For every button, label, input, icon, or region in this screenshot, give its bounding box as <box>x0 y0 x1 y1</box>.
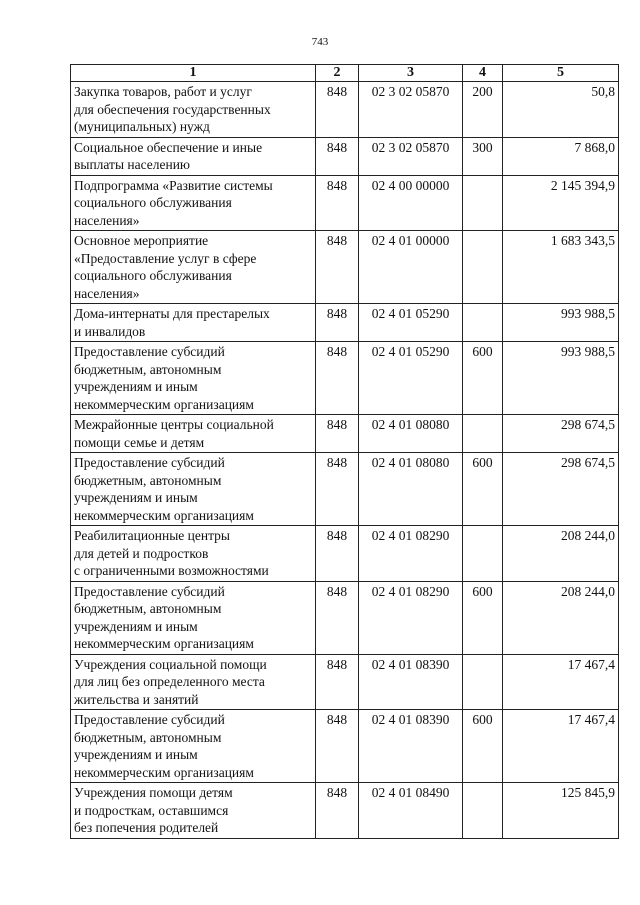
row-vr-cell <box>463 231 503 304</box>
row-amount-cell: 298 674,5 <box>503 415 619 453</box>
row-name-line: населения» <box>74 212 140 228</box>
row-name-cell <box>71 304 316 342</box>
row-name-line: Основное мероприятие <box>74 233 209 248</box>
row-name-line: социального обслуживания <box>74 268 232 283</box>
row-code-cell: 848 <box>316 304 359 342</box>
row-vr-cell: 300 <box>463 137 503 175</box>
row-name-line: Социальное обеспечение и иные <box>74 139 263 155</box>
row-name-line: бюджетным, автономным <box>74 472 222 488</box>
row-csr-cell: 02 3 02 05870 <box>359 137 463 175</box>
row-amount-cell: 1 683 343,5 <box>503 231 619 304</box>
table-row <box>71 304 619 342</box>
table-row <box>71 654 619 710</box>
row-csr-cell: 02 4 01 05290 <box>359 304 463 342</box>
row-code-cell: 848 <box>316 654 359 710</box>
row-name-line: бюджетным, автономным <box>74 601 222 616</box>
row-name-line: некоммерческим организациям <box>74 636 254 651</box>
row-code-cell: 848 <box>316 415 359 453</box>
row-code-cell: 848 <box>316 526 359 582</box>
table-row <box>71 710 619 783</box>
row-code-cell: 848 <box>316 231 359 304</box>
table-row <box>71 415 619 453</box>
row-name-cell <box>71 581 316 654</box>
row-name-line: некоммерческим организациям <box>74 764 254 780</box>
row-name-cell <box>71 654 316 710</box>
page-number: 743 <box>311 36 329 48</box>
row-amount-cell: 993 988,5 <box>503 342 619 415</box>
row-amount-cell: 993 988,5 <box>503 304 619 342</box>
row-vr-cell <box>463 415 503 453</box>
header-col-2: 2 <box>316 65 359 82</box>
row-name-line: (муниципальных) нужд <box>74 119 210 134</box>
row-csr-cell: 02 4 01 08390 <box>359 654 463 710</box>
row-name-line: Учреждения социальной помощи <box>74 656 267 672</box>
row-name-cell <box>71 175 316 231</box>
header-col-3: 3 <box>359 65 463 82</box>
table-row <box>71 231 619 304</box>
table-row <box>71 342 619 415</box>
row-name-line: бюджетным, автономным <box>74 361 222 377</box>
row-name-line: учреждениям и иным <box>74 618 198 634</box>
table-row <box>71 137 619 175</box>
row-vr-cell: 200 <box>463 82 503 138</box>
row-amount-cell: 17 467,4 <box>503 710 619 783</box>
row-name-line: с ограниченными возможностями <box>74 563 269 578</box>
row-name-cell <box>71 453 316 526</box>
row-name-line: без попечения родителей <box>74 820 219 835</box>
header-row <box>71 65 619 82</box>
row-name-cell <box>71 415 316 453</box>
row-amount-cell: 2 145 394,9 <box>503 175 619 231</box>
row-name-line: учреждениям и иным <box>74 379 198 394</box>
row-code-cell: 848 <box>316 710 359 783</box>
header-col-1: 1 <box>71 65 316 82</box>
row-code-cell: 848 <box>316 783 359 839</box>
table-row <box>71 581 619 654</box>
row-name-cell <box>71 710 316 783</box>
row-name-line: Дома-интернаты для престарелых <box>74 306 270 321</box>
row-code-cell: 848 <box>316 581 359 654</box>
row-amount-cell: 125 845,9 <box>503 783 619 839</box>
row-name-line: Предоставление субсидий <box>74 344 225 359</box>
budget-table <box>70 64 619 839</box>
row-amount-cell: 298 674,5 <box>503 453 619 526</box>
row-vr-cell: 600 <box>463 581 503 654</box>
row-name-line: выплаты населению <box>74 157 191 172</box>
row-name-line: помощи семье и детям <box>74 434 205 450</box>
row-name-line: Учреждения помощи детям <box>74 785 233 800</box>
table-row <box>71 526 619 582</box>
table-row <box>71 783 619 839</box>
row-csr-cell: 02 4 01 05290 <box>359 342 463 415</box>
row-name-line: Межрайонные центры социальной <box>74 417 274 432</box>
row-amount-cell: 7 868,0 <box>503 137 619 175</box>
row-name-line: населения» <box>74 285 140 301</box>
table-body <box>71 82 619 839</box>
row-name-cell <box>71 82 316 138</box>
row-name-line: и подросткам, оставшимся <box>74 802 229 818</box>
row-name-line: для обеспечения государственных <box>74 101 271 117</box>
row-name-line: некоммерческим организациям <box>74 396 254 412</box>
row-code-cell: 848 <box>316 342 359 415</box>
row-name-line: бюджетным, автономным <box>74 729 222 745</box>
row-vr-cell <box>463 783 503 839</box>
row-name-line: социального обслуживания <box>74 195 232 210</box>
row-csr-cell: 02 4 01 08080 <box>359 415 463 453</box>
row-code-cell: 848 <box>316 175 359 231</box>
row-name-cell <box>71 342 316 415</box>
row-amount-cell: 17 467,4 <box>503 654 619 710</box>
header-col-5: 5 <box>503 65 619 82</box>
row-vr-cell <box>463 304 503 342</box>
row-name-line: Закупка товаров, работ и услуг <box>74 84 252 99</box>
header-col-4: 4 <box>463 65 503 82</box>
row-name-line: учреждениям и иным <box>74 490 198 505</box>
row-name-line: Предоставление субсидий <box>74 455 225 470</box>
row-name-line: и инвалидов <box>74 323 146 339</box>
row-code-cell: 848 <box>316 453 359 526</box>
row-name-cell <box>71 783 316 839</box>
row-name-line: Подпрограмма «Развитие системы <box>74 177 273 193</box>
row-vr-cell <box>463 526 503 582</box>
row-csr-cell: 02 4 01 00000 <box>359 231 463 304</box>
row-csr-cell: 02 4 01 08080 <box>359 453 463 526</box>
row-vr-cell <box>463 654 503 710</box>
row-csr-cell: 02 3 02 05870 <box>359 82 463 138</box>
row-vr-cell <box>463 175 503 231</box>
table-row <box>71 453 619 526</box>
row-name-line: «Предоставление услуг в сфере <box>74 250 257 266</box>
row-vr-cell: 600 <box>463 342 503 415</box>
row-name-line: Реабилитационные центры <box>74 528 231 543</box>
row-name-cell <box>71 137 316 175</box>
table-row <box>71 82 619 138</box>
row-name-cell <box>71 231 316 304</box>
row-name-line: для детей и подростков <box>74 545 209 561</box>
row-vr-cell: 600 <box>463 710 503 783</box>
row-name-line: жительства и занятий <box>74 691 199 707</box>
row-csr-cell: 02 4 01 08290 <box>359 581 463 654</box>
row-vr-cell: 600 <box>463 453 503 526</box>
row-name-line: Предоставление субсидий <box>74 583 225 599</box>
row-code-cell: 848 <box>316 137 359 175</box>
row-name-line: для лиц без определенного места <box>74 674 265 689</box>
row-amount-cell: 50,8 <box>503 82 619 138</box>
row-amount-cell: 208 244,0 <box>503 581 619 654</box>
row-csr-cell: 02 4 00 00000 <box>359 175 463 231</box>
row-csr-cell: 02 4 01 08390 <box>359 710 463 783</box>
row-code-cell: 848 <box>316 82 359 138</box>
row-csr-cell: 02 4 01 08490 <box>359 783 463 839</box>
row-name-cell <box>71 526 316 582</box>
table-header <box>71 65 619 82</box>
table-row <box>71 175 619 231</box>
row-csr-cell: 02 4 01 08290 <box>359 526 463 582</box>
row-name-line: Предоставление субсидий <box>74 712 225 727</box>
row-name-line: некоммерческим организациям <box>74 507 254 523</box>
row-name-line: учреждениям и иным <box>74 747 198 762</box>
row-amount-cell: 208 244,0 <box>503 526 619 582</box>
